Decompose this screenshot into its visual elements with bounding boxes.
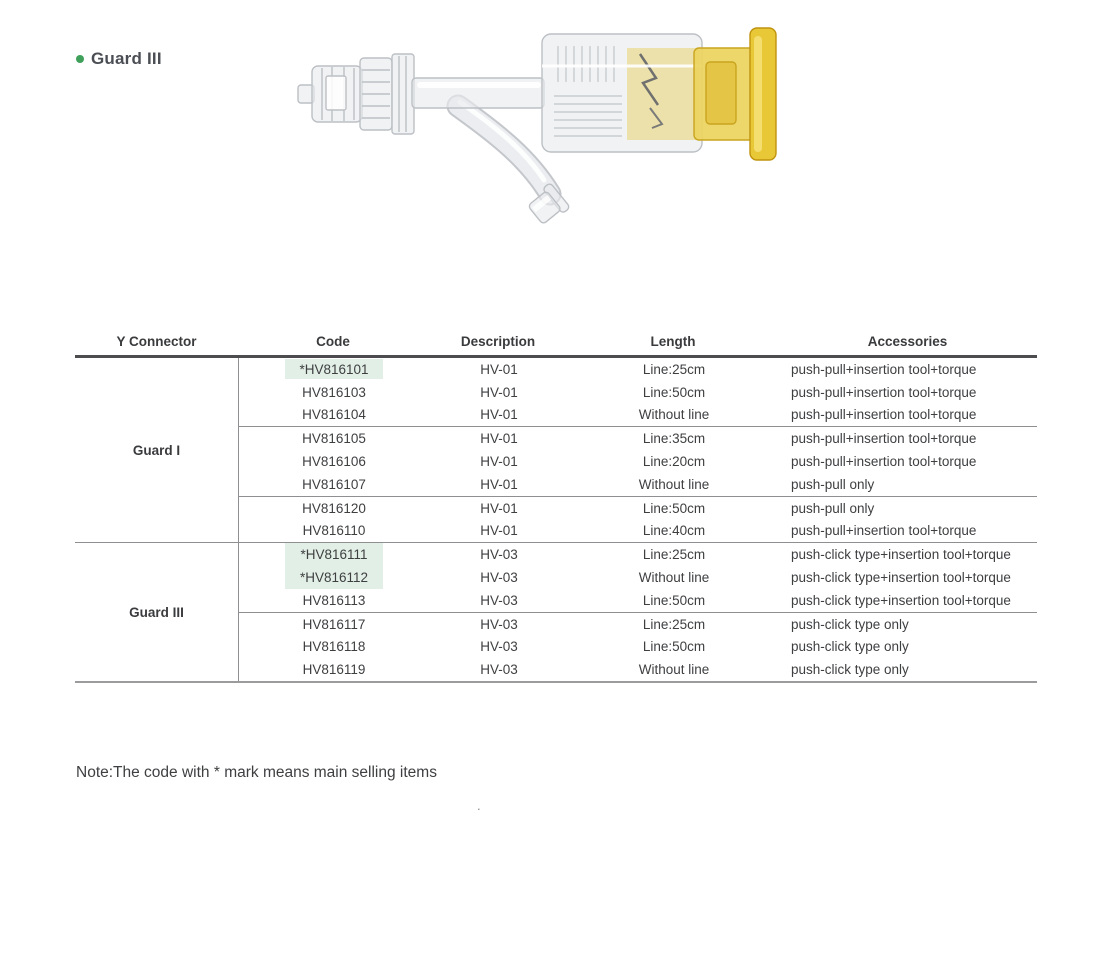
table-row <box>239 636 1037 659</box>
yellow-cap <box>694 28 776 160</box>
code-cell <box>239 358 429 381</box>
length-cell: Line:50cm <box>642 500 706 516</box>
description-cell: HV-03 <box>480 616 518 632</box>
description-cell: HV-01 <box>480 384 518 400</box>
section-title-text: Guard III <box>91 49 162 68</box>
table-row <box>239 613 1037 636</box>
length-cell: Line:50cm <box>642 639 706 655</box>
description-cell: HV-01 <box>480 454 518 470</box>
group-rows <box>238 543 1037 681</box>
accessories-cell: push-pull only <box>791 476 875 492</box>
accessories-cell: push-pull only <box>791 500 875 516</box>
description-cell: HV-03 <box>480 570 518 586</box>
table-group <box>75 542 1037 681</box>
code-cell <box>239 636 429 659</box>
length-cell: Without line <box>638 570 710 586</box>
connector-body-group <box>298 28 776 228</box>
accessories-cell: push-click type+insertion tool+torque <box>791 592 1011 608</box>
accessories-cell: push-click type only <box>791 662 909 678</box>
code-text: HV816110 <box>302 523 366 539</box>
group-rows <box>238 358 1037 542</box>
table-body <box>75 358 1037 683</box>
code-text: HV816105 <box>302 431 366 447</box>
code-cell <box>239 427 429 450</box>
description-cell: HV-03 <box>480 547 518 563</box>
length-cell: Line:50cm <box>642 592 706 608</box>
subgroup <box>239 358 1037 426</box>
accessories-cell: push-click type+insertion tool+torque <box>791 570 1011 586</box>
length-cell: Without line <box>638 407 710 423</box>
code-text: HV816106 <box>302 454 366 470</box>
code-text: HV816119 <box>302 662 366 678</box>
length-cell: Line:50cm <box>642 384 706 400</box>
code-text: HV816107 <box>302 476 366 492</box>
code-cell <box>239 613 429 636</box>
code-cell <box>239 520 429 543</box>
bullet-icon <box>76 55 84 63</box>
y-connector-product-image <box>292 8 792 238</box>
table-group <box>75 358 1037 542</box>
section-title <box>76 49 162 69</box>
code-cell <box>239 497 429 520</box>
accessories-cell: push-pull+insertion tool+torque <box>791 407 977 423</box>
table-row <box>239 589 1037 612</box>
col-header-code: Code <box>316 333 350 349</box>
description-cell: HV-03 <box>480 662 518 678</box>
accessories-cell: push-pull+insertion tool+torque <box>791 523 977 539</box>
length-cell: Line:20cm <box>642 454 706 470</box>
length-cell: Line:25cm <box>642 616 706 632</box>
length-cell: Line:40cm <box>642 523 706 539</box>
code-cell <box>239 658 429 681</box>
table-row <box>239 658 1037 681</box>
description-cell: HV-01 <box>480 523 518 539</box>
table-header-row <box>75 327 1037 358</box>
accessories-cell: push-click type+insertion tool+torque <box>791 547 1011 563</box>
accessories-cell: push-pull+insertion tool+torque <box>791 431 977 447</box>
table-row <box>239 543 1037 566</box>
subgroup <box>239 426 1037 495</box>
description-cell: HV-01 <box>480 361 518 377</box>
code-text: HV816104 <box>302 407 366 423</box>
description-cell: HV-01 <box>480 407 518 423</box>
length-cell: Line:25cm <box>642 361 706 377</box>
group-label: Guard I <box>132 442 181 458</box>
highlighted-code: *HV816112 <box>285 566 383 589</box>
accessories-cell: push-click type only <box>791 639 909 655</box>
code-cell <box>239 543 429 566</box>
accessories-cell: push-pull+insertion tool+torque <box>791 454 977 470</box>
stray-period: . <box>477 798 481 813</box>
note-text: Note:The code with * mark means main selling items <box>76 764 437 781</box>
table-row <box>239 404 1037 427</box>
code-text: HV816120 <box>302 500 366 516</box>
group-label: Guard III <box>129 604 184 620</box>
table-row <box>239 427 1037 450</box>
col-header-description: Description <box>460 333 536 349</box>
code-cell <box>239 566 429 589</box>
subgroup <box>239 496 1037 543</box>
code-text: HV816117 <box>302 616 366 632</box>
main-housing <box>542 34 702 152</box>
description-cell: HV-01 <box>480 431 518 447</box>
subgroup <box>239 612 1037 681</box>
description-cell: HV-03 <box>480 639 518 655</box>
table-row <box>239 358 1037 381</box>
code-text: HV816113 <box>302 592 366 608</box>
accessories-cell: push-pull+insertion tool+torque <box>791 384 977 400</box>
code-text: HV816103 <box>302 384 366 400</box>
table-row <box>239 381 1037 404</box>
length-cell: Without line <box>638 662 710 678</box>
col-header-accessories: Accessories <box>867 333 948 349</box>
length-cell: Without line <box>638 476 710 492</box>
product-table <box>75 327 1037 683</box>
description-cell: HV-01 <box>480 476 518 492</box>
table-row <box>239 450 1037 473</box>
table-row <box>239 473 1037 496</box>
length-cell: Line:35cm <box>642 431 706 447</box>
code-cell <box>239 450 429 473</box>
table-row <box>239 520 1037 543</box>
table-row <box>239 566 1037 589</box>
col-header-y-connector: Y Connector <box>116 333 197 349</box>
length-cell: Line:25cm <box>642 547 706 563</box>
highlighted-code: *HV816101 <box>285 359 383 379</box>
table-row <box>239 497 1037 520</box>
code-text: HV816118 <box>302 639 366 655</box>
code-cell <box>239 404 429 427</box>
accessories-cell: push-pull+insertion tool+torque <box>791 361 977 377</box>
accessories-cell: push-click type only <box>791 616 909 632</box>
description-cell: HV-03 <box>480 592 518 608</box>
code-cell <box>239 589 429 612</box>
description-cell: HV-01 <box>480 500 518 516</box>
code-cell <box>239 473 429 496</box>
col-header-length: Length <box>650 333 696 349</box>
code-cell <box>239 381 429 404</box>
highlighted-code: *HV816111 <box>285 543 383 566</box>
subgroup <box>239 543 1037 611</box>
